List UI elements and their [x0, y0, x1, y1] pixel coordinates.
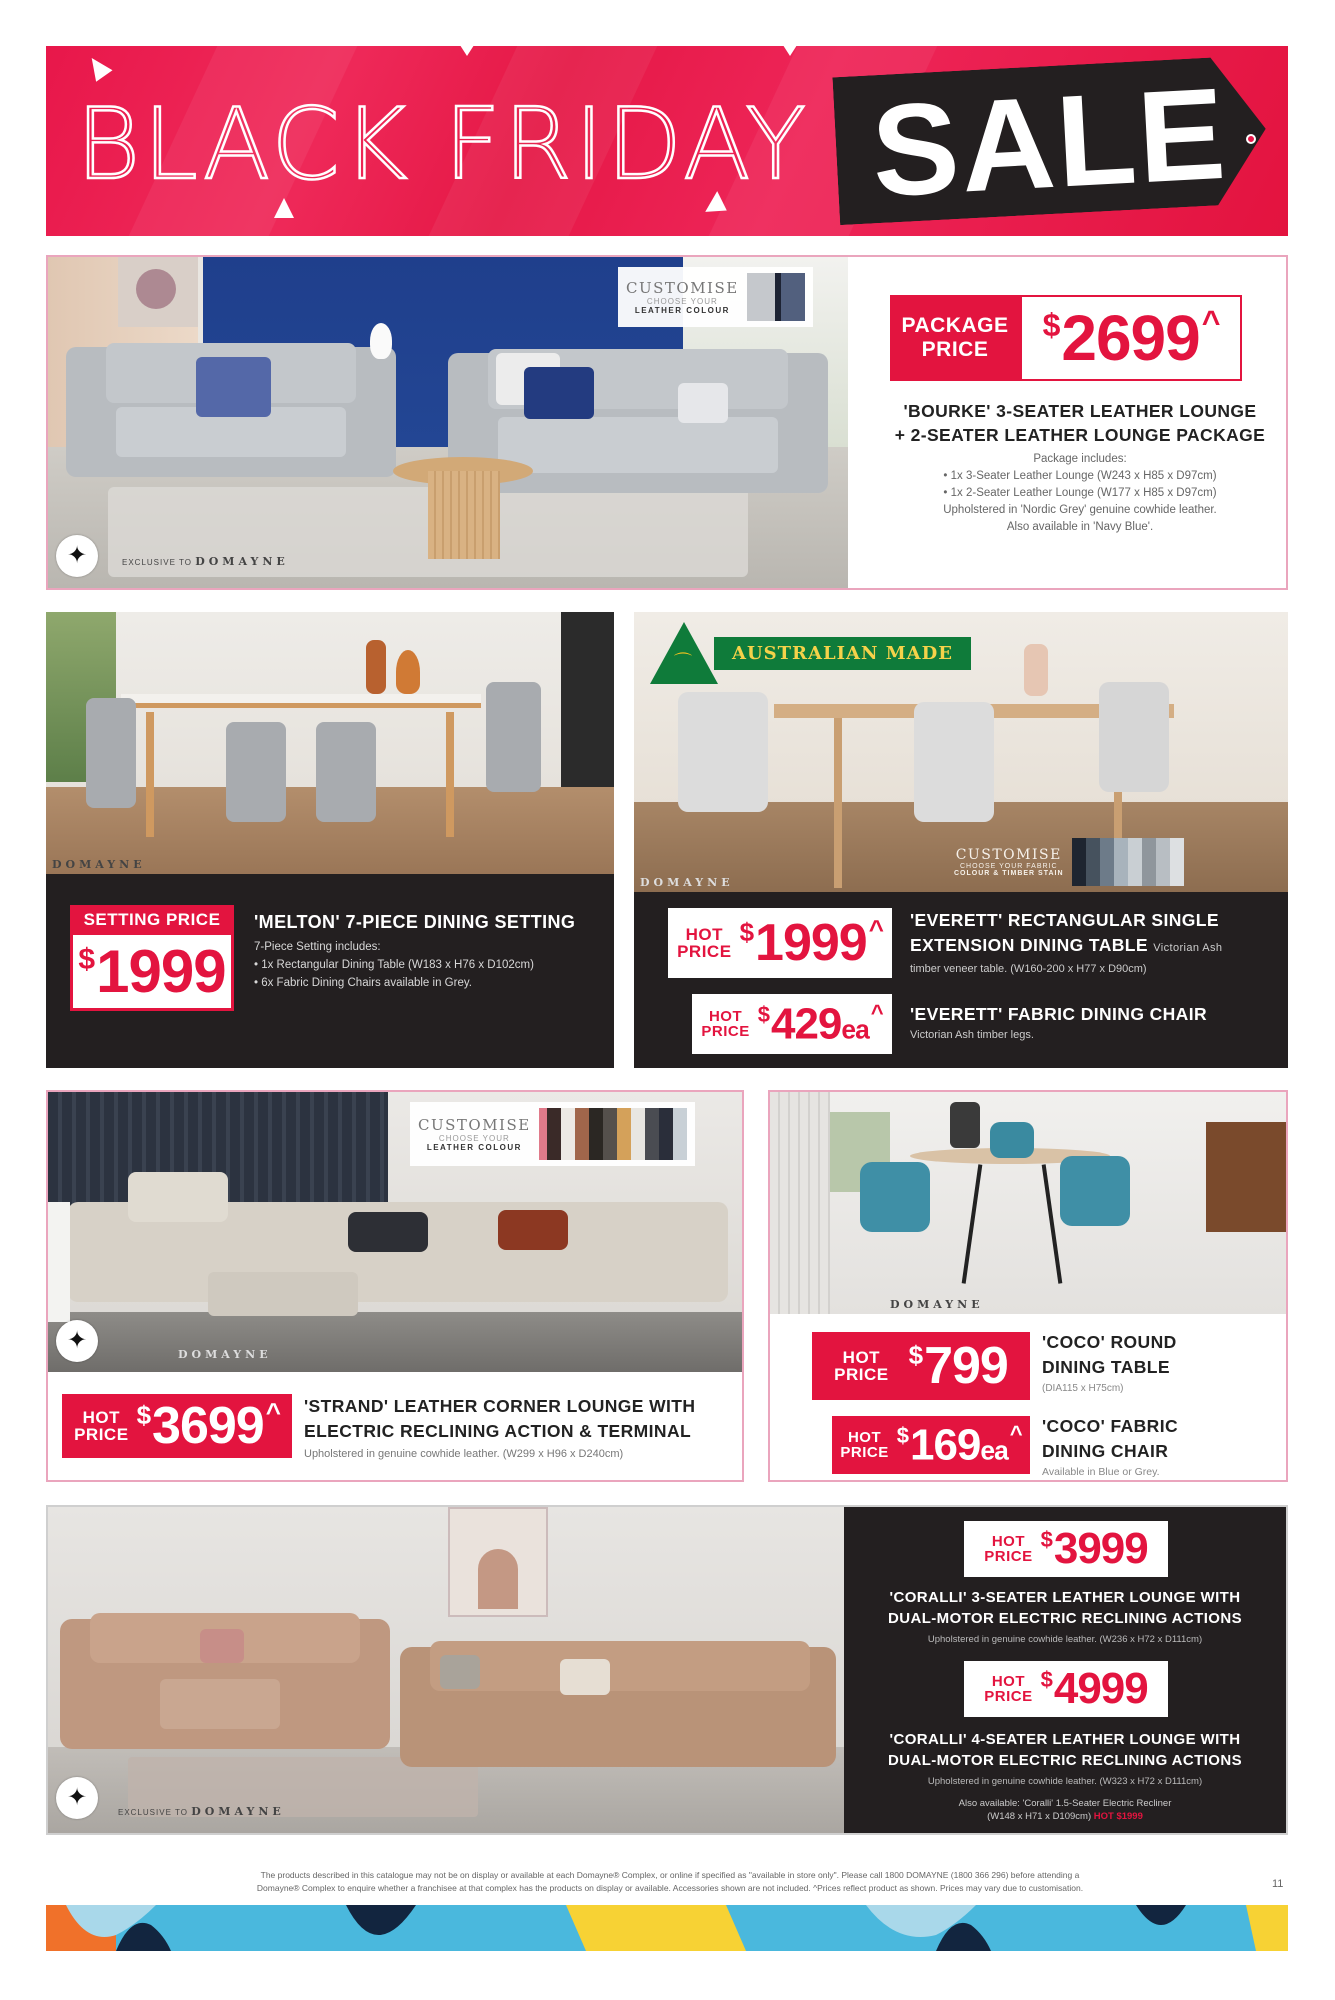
domayne-brand-label: DOMAYNE	[640, 876, 734, 889]
australian-made-badge	[650, 622, 971, 684]
setting-price-label: SETTING PRICE	[70, 905, 234, 935]
blue-dining-chair	[990, 1122, 1034, 1158]
corner-lounge-body	[68, 1202, 728, 1302]
coco-chair-info	[1042, 1414, 1282, 1481]
customise-caption: LEATHER COLOUR	[634, 306, 730, 315]
strand-product-title: 'STRAND' LEATHER CORNER LOUNGE WITH ELECTRIC RECLINING ACTION & TERMINAL	[304, 1396, 696, 1441]
coco-chair-description: Available in Blue or Grey.	[1042, 1466, 1160, 1478]
coralli-info-panel	[844, 1507, 1286, 1833]
fabric-dining-chair	[914, 702, 994, 822]
confetti-triangle-icon	[781, 46, 799, 56]
wall-art	[118, 257, 198, 327]
decor-vase	[366, 640, 386, 694]
coralli-3-seater-title: 'CORALLI' 3-SEATER LEATHER LOUNGE WITH DUAL-MOTOR ELECTRIC RECLINING ACTIONS	[888, 1589, 1242, 1627]
everett-chair-title: 'EVERETT' FABRIC DINING CHAIR	[910, 1004, 1208, 1024]
table-leg	[834, 718, 842, 888]
wave-pattern-icon	[46, 1905, 1288, 1951]
legal-disclaimer: The products described in this catalogue may not be on display or available at each Domayne® Complex, or online if specified as "available in store only". Please call 1800 DOMAYNE (1800 366 296) before attending a Domayne® Complex to enquire whether a franchisee at that complex has the products on display or available. Accessories shown are not included. ^Prices reflect product as shown. Prices may vary due to customisation.	[256, 1870, 1084, 1893]
leather-colour-swatches	[539, 1108, 687, 1160]
genuine-leather-icon: ✦	[56, 1320, 98, 1362]
everett-table-info	[910, 908, 1280, 978]
customise-sublabel: CHOOSE YOUR	[646, 297, 718, 306]
customise-leather-badge: CUSTOMISE CHOOSE YOUR LEATHER COLOUR	[410, 1102, 695, 1166]
vase	[370, 323, 392, 359]
decor-vase	[950, 1102, 980, 1148]
sheer-curtain	[770, 1092, 830, 1314]
everett-chair-hot-price: HOT PRICE $429ea^	[692, 994, 892, 1054]
product-panel-coralli	[46, 1505, 1288, 1835]
package-price-label: PACKAGE PRICE	[890, 295, 1020, 381]
setting-price-value: $1999	[70, 935, 234, 1011]
floor-lamp	[48, 1202, 70, 1322]
fabric-dining-chair	[678, 692, 768, 812]
product-panel-coco	[768, 1090, 1288, 1482]
product-panel-strand	[46, 1090, 744, 1482]
exclusive-to-domayne-label: EXCLUSIVE TO DOMAYNE	[118, 1805, 285, 1818]
coralli-4-seater-hot-price: HOT PRICE $4999	[964, 1661, 1168, 1717]
banner-title-sale: SALE	[868, 59, 1231, 225]
timber-sideboard	[1206, 1122, 1286, 1232]
strand-product-info	[304, 1394, 734, 1463]
package-price-value: $2699^	[1020, 295, 1242, 381]
melton-dining-photo	[46, 612, 614, 874]
coco-chair-hot-price: HOT PRICE $169ea^	[832, 1416, 1030, 1474]
everett-table-description: timber veneer table. (W160-200 x H77 x D90cm)	[910, 963, 1147, 975]
decor-vase	[396, 650, 420, 694]
genuine-leather-icon: ✦	[56, 535, 98, 577]
grey-dining-chair	[316, 722, 376, 822]
banner-title-black-friday: BLACK FRIDAY	[76, 88, 809, 202]
coco-table-description: (DIA115 x H75cm)	[1042, 1383, 1124, 1394]
domayne-brand-label: DOMAYNE	[178, 1348, 272, 1361]
exclusive-to-domayne-label: EXCLUSIVE TO DOMAYNE	[122, 555, 289, 568]
strand-corner-lounge-photo	[48, 1092, 742, 1372]
bourke-lounge-photo	[48, 257, 848, 588]
customise-fabric-badge: CUSTOMISE CHOOSE YOUR FABRIC COLOUR & TIMBER STAIN	[954, 834, 1264, 890]
everett-chair-info	[910, 1002, 1280, 1044]
product-panel-bourke	[46, 255, 1288, 590]
bourke-product-title: 'BOURKE' 3-SEATER LEATHER LOUNGE + 2-SEATER LEATHER LOUNGE PACKAGE	[894, 401, 1266, 445]
coralli-lounge-photo	[48, 1507, 844, 1833]
two-seater-sofa	[66, 347, 396, 477]
coralli-four-seater	[400, 1647, 836, 1767]
wall-art-archway	[448, 1507, 548, 1617]
tag-hole-icon	[1246, 134, 1256, 144]
product-panel-melton	[46, 612, 614, 1068]
everett-table-title: 'EVERETT' RECTANGULAR SINGLE EXTENSION DINING TABLE Victorian Ash	[910, 910, 1223, 955]
coralli-4-seater-title: 'CORALLI' 4-SEATER LEATHER LOUNGE WITH DUAL-MOTOR ELECTRIC RECLINING ACTIONS	[888, 1731, 1242, 1769]
domayne-brand-label: DOMAYNE	[890, 1298, 984, 1311]
grey-dining-chair	[226, 722, 286, 822]
dining-table-top	[121, 694, 481, 708]
customise-label: CUSTOMISE	[626, 279, 739, 297]
decorative-footer-band	[46, 1905, 1288, 1951]
coffee-table-base	[428, 471, 500, 559]
table-leg	[446, 712, 454, 837]
coralli-4-seater-description: Upholstered in genuine cowhide leather. (W323 x H72 x D111cm)	[927, 1776, 1203, 1787]
dark-doorframe	[561, 612, 614, 812]
customise-leather-badge	[618, 267, 813, 327]
australian-made-label: AUSTRALIAN MADE	[714, 637, 971, 670]
page-number: 11	[1272, 1878, 1284, 1890]
coco-table-title: 'COCO' ROUND DINING TABLE	[1042, 1332, 1177, 1377]
everett-dining-photo	[634, 612, 1288, 892]
coralli-also-available: Also available: 'Coralli' 1.5-Seater Electric Recliner (W148 x H71 x D109cm) HOT $1999	[958, 1798, 1172, 1822]
strand-product-description: Upholstered in genuine cowhide leather. (W299 x H96 x D240cm)	[304, 1448, 624, 1460]
blue-dining-chair	[1060, 1156, 1130, 1226]
coco-chair-title: 'COCO' FABRIC DINING CHAIR	[1042, 1416, 1179, 1461]
fabric-colour-swatches	[1072, 838, 1184, 886]
floor-rug	[48, 1312, 742, 1372]
everett-table-hot-price: HOT PRICE $1999^	[668, 908, 892, 978]
grey-dining-chair	[486, 682, 541, 792]
melton-product-description: 7-Piece Setting includes: • 1x Rectangular Dining Table (W183 x H76 x D102cm) • 6x Fabric Dining Chairs available in Grey.	[254, 941, 534, 989]
blue-dining-chair	[860, 1162, 930, 1232]
coralli-three-seater	[60, 1619, 390, 1749]
fabric-dining-chair	[1099, 682, 1169, 792]
coco-dining-photo	[770, 1092, 1286, 1314]
confetti-triangle-icon	[458, 46, 476, 56]
coralli-3-seater-hot-price: HOT PRICE $3999	[964, 1521, 1168, 1577]
bourke-product-description: Package includes: • 1x 3-Seater Leather Lounge (W243 x H85 x D97cm) • 1x 2-Seater Leather Lounge (W177 x H85 x D97cm) Upholstered in 'Nordic Grey' genuine cowhide leather. Also available in 'Navy Blue'.	[943, 453, 1217, 533]
coco-table-info	[1042, 1330, 1282, 1397]
confetti-triangle-icon	[83, 52, 112, 81]
coco-table-hot-price: HOT PRICE $799	[812, 1332, 1030, 1400]
leather-colour-swatches	[747, 273, 805, 321]
strand-hot-price: HOT PRICE $3699^	[62, 1394, 292, 1458]
product-panel-everett	[634, 612, 1288, 1068]
floral-vase	[1024, 644, 1048, 696]
genuine-leather-icon: ✦	[56, 1777, 98, 1819]
coralli-3-seater-description: Upholstered in genuine cowhide leather. (W236 x H72 x D111cm)	[927, 1634, 1203, 1645]
everett-chair-description: Victorian Ash timber legs.	[910, 1029, 1034, 1041]
kangaroo-triangle-icon: ⌒	[650, 622, 718, 684]
domayne-brand-label: DOMAYNE	[52, 858, 146, 871]
melton-product-title: 'MELTON' 7-PIECE DINING SETTING	[254, 912, 576, 932]
table-leg	[962, 1164, 983, 1283]
table-leg	[146, 712, 154, 837]
black-friday-sale-banner	[46, 46, 1288, 236]
grey-dining-chair	[86, 698, 136, 808]
